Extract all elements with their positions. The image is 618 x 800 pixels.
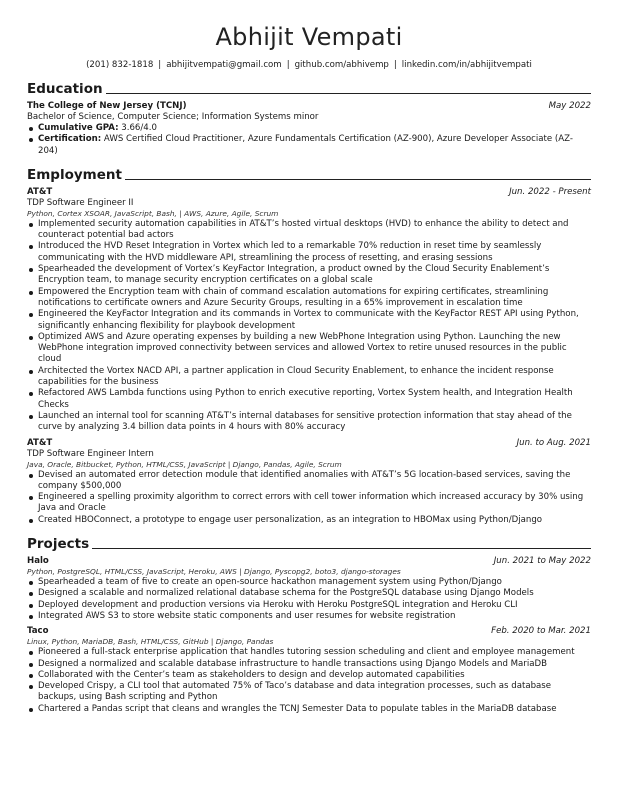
separator: | [286, 60, 290, 70]
list-item: Designed a scalable and normalized relational database schema for the PostgreSQL database using Django Models [27, 588, 591, 599]
education-date: May 2022 [548, 101, 591, 111]
project-bullets [27, 647, 591, 715]
list-item: Introduced the HVD Reset Integration in Vortex which led to a remarkable 70% reduction in reset time by seamlessly communicating with the HVD middleware API, streamlining the process of resetting, and erasing sessions [27, 241, 591, 264]
item-text: 3.66/4.0 [118, 123, 157, 133]
item-text: AWS Certified Cloud Practitioner, Azure Fundamentals Certification (AZ-900), Azure Developer Associate (AZ-204) [38, 134, 573, 156]
project-date: Jun. 2021 to May 2022 [493, 556, 591, 567]
project-entry [27, 556, 591, 622]
section-rule [92, 548, 591, 549]
list-item: Launched an internal tool for scanning AT&T’s internal databases for sensitive protection information that stay ahead of the curve by analyzing 3.4 billion data points in 4 hours with 80% accuracy [27, 411, 591, 434]
list-item: Engineered the KeyFactor Integration and its commands in Vortex to communicate with the KeyFactor REST API using Python, significantly enhancing flexibility for playbook development [27, 309, 591, 332]
list-item: Deployed development and production versions via Heroku with Heroku PostgreSQL integration and Heroku CLI [27, 600, 591, 611]
job-header [27, 187, 591, 198]
linkedin-link[interactable]: linkedin.com/in/abhijitvempati [401, 60, 532, 70]
section-title-education: Education [27, 81, 103, 97]
job-role: TDP Software Engineer Intern [27, 448, 154, 459]
degree: Bachelor of Science, Computer Science; Information Systems minor [27, 112, 319, 122]
section-title-projects: Projects [27, 536, 90, 553]
list-item: Designed a normalized and scalable database infrastructure to handle transactions using Django Models and MariaDB [27, 659, 591, 670]
list-item [27, 134, 591, 157]
list-item: Chartered a Pandas script that cleans and wrangles the TCNJ Semester Data to populate tables in the MariaDB database [27, 704, 591, 715]
list-item: Spearheaded a team of five to create an open-source hackathon management system using Python/Django [27, 577, 591, 588]
email-link[interactable]: abhijitvempati@gmail.com [166, 60, 282, 70]
list-item: Spearheaded the development of Vortex’s KeyFactor Integration, a product owned by the Cloud Security Enablement’s Encryption team, to manage security encryption certificates on a global scale [27, 264, 591, 287]
section-education [27, 80, 591, 97]
job-date: Jun. 2022 - Present [509, 186, 591, 197]
item-label: Certification: [38, 134, 102, 145]
company-name: AT&T [27, 437, 53, 448]
separator: | [393, 60, 397, 70]
education-header [27, 101, 591, 112]
job-entry [27, 438, 591, 526]
project-tech: Linux, Python, MariaDB, Bash, HTML/CSS, GitHub | Django, Pandas [27, 637, 274, 647]
list-item: Created HBOConnect, a prototype to engage user personalization, as an integration to HBOMax using Python/Django [27, 515, 591, 526]
list-item: Refactored AWS Lambda functions using Python to enrich executive reporting, Vortex System health, and Integration Health Checks [27, 388, 591, 411]
project-date: Feb. 2020 to Mar. 2021 [491, 626, 591, 637]
list-item: Developed Crispy, a CLI tool that automated 75% of Taco’s database and data integration processes, such as database backups, using Bash scripting and Python [27, 681, 591, 704]
item-label: Cumulative GPA: [38, 123, 119, 133]
phone: (201) 832-1818 [86, 60, 154, 70]
list-item: Empowered the Encryption team with chain of command escalation automations for expiring certificates, streamlining notifications to certificate owners and Azure Security Groups, resulting in a 65% improvement in escalation time [27, 287, 591, 310]
section-projects [27, 535, 591, 552]
project-bullets [27, 577, 591, 622]
school-name: The College of New Jersey (TCNJ) [27, 101, 187, 111]
list-item: Devised an automated error detection module that identified anomalies with AT&T’s 5G location-based services, saving the company $500,000 [27, 470, 591, 493]
list-item: Architected the Vortex NACD API, a partner application in Cloud Security Enablement, to enhance the incident response capabilities for the business [27, 366, 591, 389]
job-header [27, 438, 591, 449]
separator: | [158, 60, 162, 70]
job-tech: Java, Oracle, Bitbucket, Python, HTML/CSS, JavaScript | Django, Pandas, Agile, Scrum [27, 459, 342, 469]
project-entry [27, 626, 591, 715]
list-item [27, 123, 591, 134]
job-entry [27, 187, 591, 434]
github-link[interactable]: github.com/abhivemp [294, 60, 389, 70]
job-bullets [27, 219, 591, 434]
list-item: Implemented security automation capabilities in AT&T’s hosted virtual desktops (HVD) to enhance the ability to detect and counteract potential bad actors [27, 219, 591, 242]
list-item: Optimized AWS and Azure operating expenses by building a new WebPhone Integration using Python. Launching the new WebPhone integration improved connectivity between services and allowed Vortex to retire unused resources in the public cloud [27, 332, 591, 366]
education-entry [27, 101, 591, 157]
project-header [27, 556, 591, 567]
list-item: Engineered a spelling proximity algorithm to correct errors with cell tower information which increased accuracy by 30% using Java and Oracle [27, 492, 591, 515]
project-tech: Python, PostgreSQL, HTML/CSS, JavaScript, Heroku, AWS | Django, Pyscopg2, boto3, django-storages [27, 567, 401, 577]
job-tech: Python, Cortex XSOAR, JavaScript, Bash, | AWS, Azure, Agile, Scrum [27, 208, 279, 218]
job-bullets [27, 470, 591, 526]
section-rule [125, 179, 591, 180]
list-item: Integrated AWS S3 to store website static components and user resumes for website registration [27, 611, 591, 622]
candidate-name: Abhijit Vempati [215, 23, 403, 51]
education-list [27, 123, 591, 157]
company-name: AT&T [27, 186, 53, 197]
list-item: Collaborated with the Center’s team as stakeholders to design and develop automated capabilities [27, 670, 591, 681]
job-date: Jun. to Aug. 2021 [516, 437, 591, 448]
job-role: TDP Software Engineer II [27, 197, 134, 208]
section-rule [106, 93, 591, 94]
list-item: Pioneered a full-stack enterprise application that handles tutoring session scheduling and client and employee management [27, 647, 591, 658]
section-title-employment: Employment [27, 166, 122, 183]
project-name: Taco [27, 626, 49, 637]
project-name: Halo [27, 556, 49, 567]
section-employment [27, 166, 591, 183]
project-header [27, 626, 591, 637]
contact-line [27, 59, 591, 71]
